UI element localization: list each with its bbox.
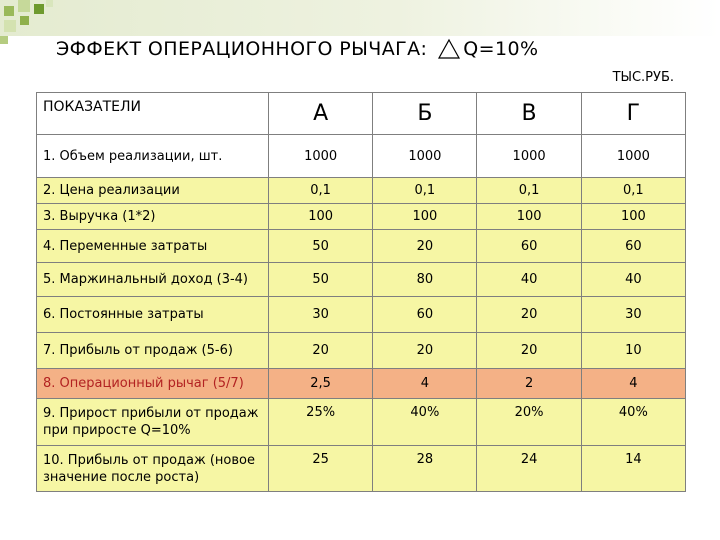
cell-value: 40% xyxy=(373,399,477,446)
row-label: 2. Цена реализации xyxy=(37,178,269,204)
cell-value: 4 xyxy=(373,369,477,399)
cell-value: 4 xyxy=(581,369,685,399)
row-label: 1. Объем реализации, шт. xyxy=(37,135,269,178)
cell-value: 60 xyxy=(477,230,581,263)
delta-triangle-icon xyxy=(437,38,461,60)
cell-value: 2,5 xyxy=(269,369,373,399)
unit-label: ТЫС.РУБ. xyxy=(612,70,674,85)
title-text: ЭФФЕКТ ОПЕРАЦИОННОГО РЫЧАГА: xyxy=(56,38,428,60)
cell-value: 30 xyxy=(581,297,685,333)
table-row-highlighted xyxy=(37,369,686,399)
cell-value: 25 xyxy=(269,446,373,492)
cell-value: 20 xyxy=(373,333,477,369)
row-label: 10. Прибыль от продаж (новое значение после роста) xyxy=(37,446,269,492)
row-label: 5. Маржинальный доход (3-4) xyxy=(37,263,269,297)
page-title xyxy=(56,32,538,66)
table-row xyxy=(37,333,686,369)
cell-value: 1000 xyxy=(477,135,581,178)
cell-value: 1000 xyxy=(581,135,685,178)
cell-value: 2 xyxy=(477,369,581,399)
cell-value: 60 xyxy=(373,297,477,333)
header-col-a: А xyxy=(269,93,373,135)
table-row xyxy=(37,204,686,230)
row-label: 8. Операционный рычаг (5/7) xyxy=(37,369,269,399)
header-col-v: В xyxy=(477,93,581,135)
cell-value: 50 xyxy=(269,263,373,297)
cell-value: 20 xyxy=(373,230,477,263)
table-row xyxy=(37,230,686,263)
decorative-squares xyxy=(0,0,60,60)
cell-value: 28 xyxy=(373,446,477,492)
cell-value: 1000 xyxy=(373,135,477,178)
row-label: 6. Постоянные затраты xyxy=(37,297,269,333)
decorative-header-band xyxy=(0,0,720,36)
cell-value: 100 xyxy=(269,204,373,230)
cell-value: 40% xyxy=(581,399,685,446)
cell-value: 20 xyxy=(477,333,581,369)
cell-value: 25% xyxy=(269,399,373,446)
cell-value: 100 xyxy=(373,204,477,230)
cell-value: 10 xyxy=(581,333,685,369)
table-row xyxy=(37,178,686,204)
cell-value: 100 xyxy=(581,204,685,230)
cell-value: 30 xyxy=(269,297,373,333)
row-label: 4. Переменные затраты xyxy=(37,230,269,263)
cell-value: 100 xyxy=(477,204,581,230)
table-row xyxy=(37,446,686,492)
cell-value: 50 xyxy=(269,230,373,263)
cell-value: 40 xyxy=(581,263,685,297)
table-row xyxy=(37,297,686,333)
table-header-row xyxy=(37,93,686,135)
header-indicators: ПОКАЗАТЕЛИ xyxy=(37,93,269,135)
table-row xyxy=(37,135,686,178)
cell-value: 0,1 xyxy=(269,178,373,204)
header-col-b: Б xyxy=(373,93,477,135)
cell-value: 40 xyxy=(477,263,581,297)
cell-value: 80 xyxy=(373,263,477,297)
cell-value: 20% xyxy=(477,399,581,446)
cell-value: 60 xyxy=(581,230,685,263)
cell-value: 20 xyxy=(477,297,581,333)
cell-value: 1000 xyxy=(269,135,373,178)
cell-value: 20 xyxy=(269,333,373,369)
cell-value: 0,1 xyxy=(581,178,685,204)
cell-value: 0,1 xyxy=(373,178,477,204)
row-label: 7. Прибыль от продаж (5-6) xyxy=(37,333,269,369)
cell-value: 24 xyxy=(477,446,581,492)
header-col-g: Г xyxy=(581,93,685,135)
row-label: 9. Прирост прибыли от продаж при приросте Q=10% xyxy=(37,399,269,446)
leverage-table xyxy=(36,92,686,492)
row-label: 3. Выручка (1*2) xyxy=(37,204,269,230)
table-row xyxy=(37,399,686,446)
cell-value: 0,1 xyxy=(477,178,581,204)
title-q-value: Q=10% xyxy=(463,38,539,60)
cell-value: 14 xyxy=(581,446,685,492)
table-row xyxy=(37,263,686,297)
